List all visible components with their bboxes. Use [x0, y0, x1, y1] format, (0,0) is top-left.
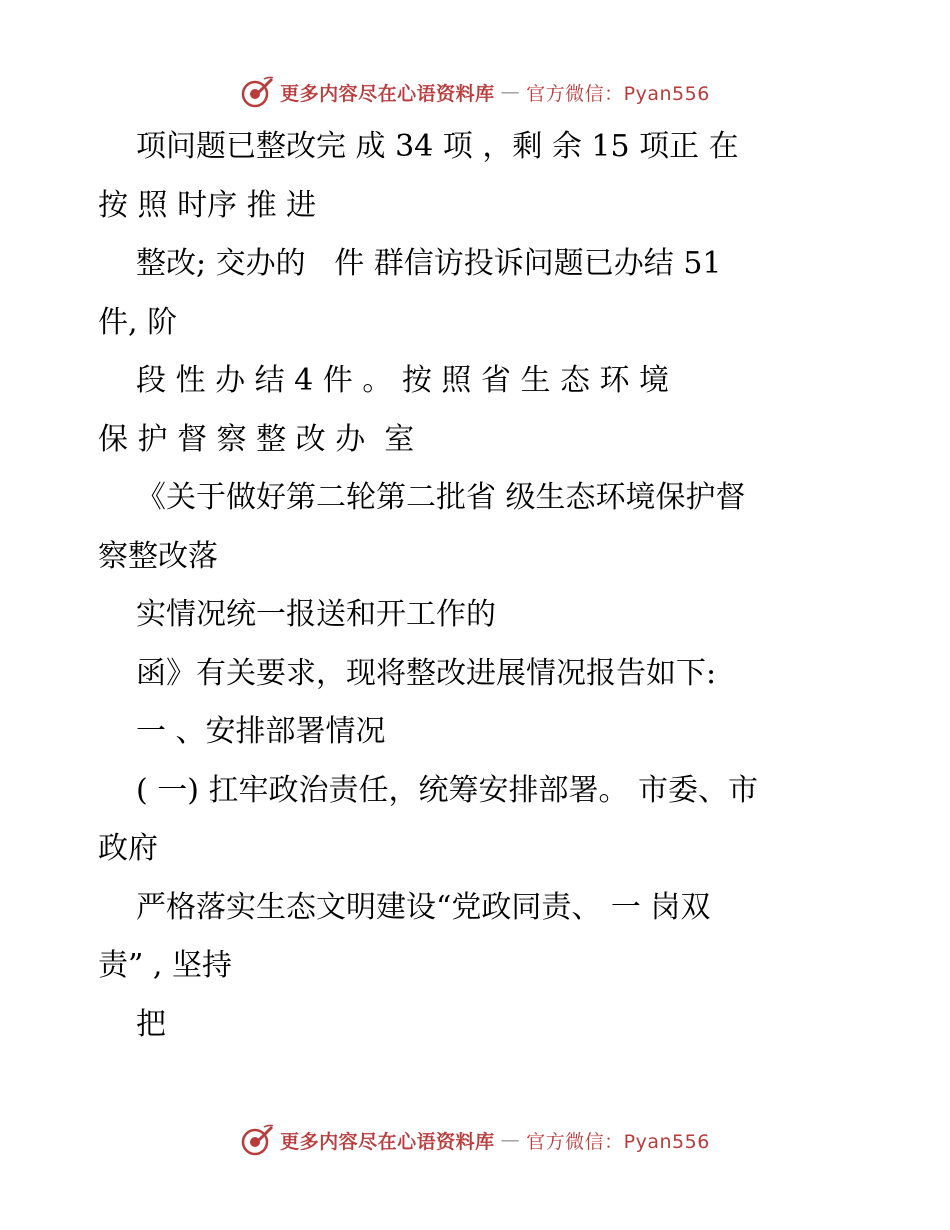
text-line: 把 [136, 1006, 166, 1042]
footer-watermark [0, 1120, 950, 1160]
quill-logo-icon [240, 75, 274, 109]
header-watermark [0, 72, 950, 112]
watermark-contact: 官方微信：Pyan556 [526, 82, 710, 105]
text-line: 《关于做好第二轮第二批省 级生态环境保护督 [136, 480, 746, 515]
watermark-main-text: 更多内容尽在心语资料库 [280, 82, 495, 105]
text-line: ( 一) 扛牢政治责任，统筹安排部署。 市委、市 [136, 772, 759, 808]
watermark-separator: — [500, 81, 521, 103]
text-line: 函》有关要求，现将整改进展情况报告如下: [136, 655, 717, 691]
watermark-separator: — [500, 1129, 521, 1151]
quill-logo-icon [240, 1123, 274, 1157]
text-line: 段 性 办 结 4 件 。 按 照 省 生 态 环 境 [136, 363, 670, 398]
text-line: 察整改落 [98, 538, 218, 574]
text-line: 严格落实生态文明建设“党政同责、 一 岗双 [136, 889, 711, 925]
watermark-contact: 官方微信：Pyan556 [526, 1130, 710, 1153]
text-line: 按 照 时序 推 进 [98, 187, 317, 223]
text-line: 责” , 坚持 [98, 948, 232, 983]
text-line: 政府 [98, 831, 158, 866]
text-line: 整改; 交办的 件 群信访投诉问题已办结 51 [136, 246, 722, 281]
text-line: 件, 阶 [98, 304, 178, 340]
document-body [98, 118, 858, 1054]
watermark-main-text: 更多内容尽在心语资料库 [280, 1130, 495, 1153]
text-line: 实情况统一报送和开工作的 [136, 597, 496, 632]
section-heading: 一 、安排部署情况 [136, 714, 386, 749]
watermark-banner [240, 75, 710, 109]
watermark-banner [240, 1123, 710, 1157]
text-line: 保 护 督 察 整 改 办 室 [98, 421, 415, 457]
text-line: 项问题已整改完 成 34 项 ，剩 余 15 项正 在 [136, 129, 739, 164]
